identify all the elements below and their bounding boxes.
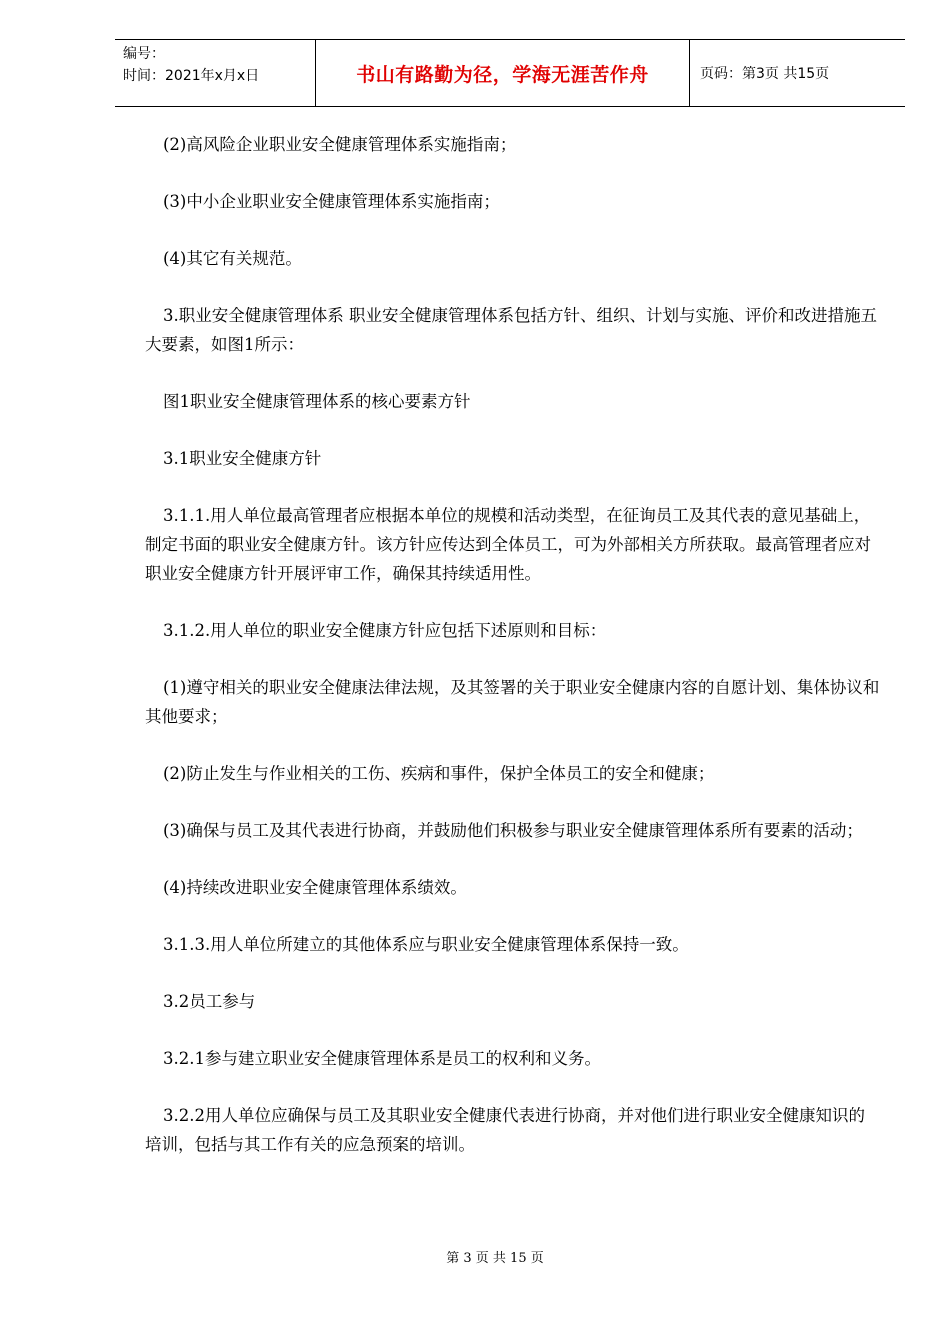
paragraph: 3.2.1参与建立职业安全健康管理体系是员工的权利和义务。	[163, 1049, 601, 1068]
document-time-label: 时间：2021年x月x日	[123, 68, 260, 84]
paragraph: 3.1.3.用人单位所建立的其他体系应与职业安全健康管理体系保持一致。	[163, 935, 689, 954]
paragraph: (4)其它有关规范。	[163, 249, 302, 268]
header-page-info: 页码：第3页 共15页	[700, 66, 830, 82]
paragraph: (2)高风险企业职业安全健康管理体系实施指南；	[163, 135, 517, 154]
paragraph: 3.1.1.用人单位最高管理者应根据本单位的规模和活动类型，在征询员工及其代表的意见基础上，制定书面的职业安全健康方针。该方针应传达到全体员工，可为外部相关方所获取。最高管理者应对职业安全健康方针开展评审工作，确保其持续适用性。	[145, 506, 871, 583]
document-body	[145, 130, 880, 1187]
paragraph: 3.职业安全健康管理体系 职业安全健康管理体系包括方针、组织、计划与实施、评价和改进措施五大要素，如图1所示：	[145, 306, 877, 354]
paragraph: (3)中小企业职业安全健康管理体系实施指南；	[163, 192, 500, 211]
section-heading: 3.2员工参与	[163, 992, 256, 1011]
paragraph: 3.1.2.用人单位的职业安全健康方针应包括下述原则和目标：	[163, 621, 607, 640]
paragraph: (3)确保与员工及其代表进行协商，并鼓励他们积极参与职业安全健康管理体系所有要素的活动；	[163, 821, 863, 840]
page-footer: 第 3 页 共 15 页	[446, 1251, 544, 1266]
header-motto: 书山有路勤为径，学海无涯苦作舟	[316, 40, 690, 106]
paragraph: (1)遵守相关的职业安全健康法律法规，及其签署的关于职业安全健康内容的自愿计划、集体协议和其他要求；	[145, 678, 880, 726]
paragraph: 3.2.2用人单位应确保与员工及其职业安全健康代表进行协商，并对他们进行职业安全健康知识的培训，包括与其工作有关的应急预案的培训。	[145, 1106, 865, 1154]
paragraph: (2)防止发生与作业相关的工伤、疾病和事件，保护全体员工的安全和健康；	[163, 764, 715, 783]
header-meta	[115, 40, 316, 106]
page-header	[115, 39, 905, 107]
figure-caption: 图1职业安全健康管理体系的核心要素方针	[163, 392, 471, 411]
section-heading: 3.1职业安全健康方针	[163, 449, 322, 468]
paragraph: (4)持续改进职业安全健康管理体系绩效。	[163, 878, 467, 897]
document-number-label: 编号：	[123, 46, 165, 62]
